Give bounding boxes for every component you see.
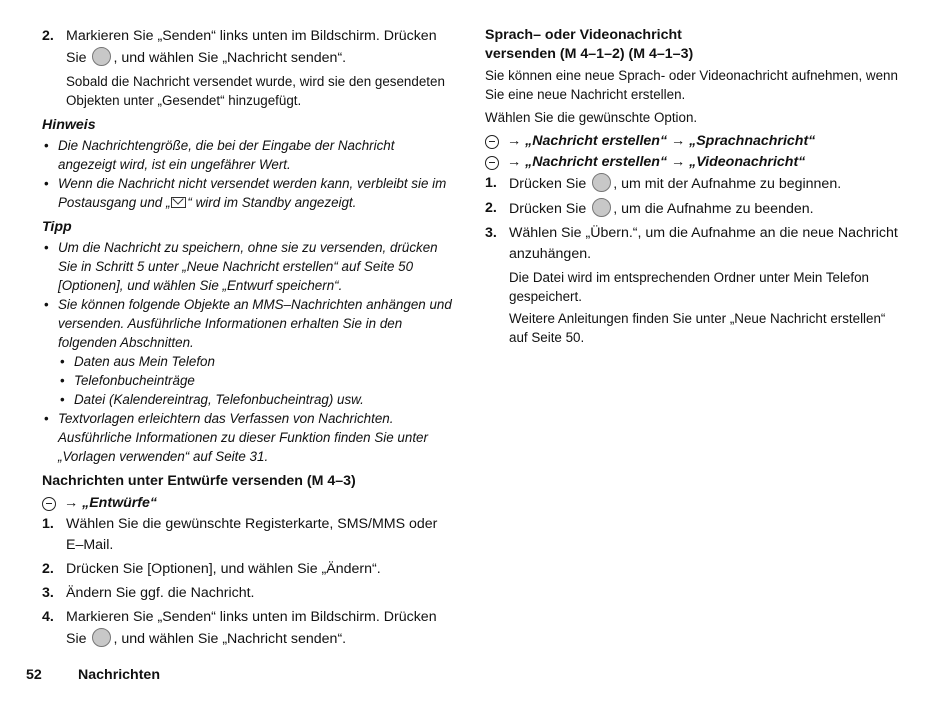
section-title: Sprach– oder Videonachricht versenden (M 4–1–2) (M 4–1–3) bbox=[485, 27, 694, 62]
step-3-detail: Die Datei wird im entsprechenden Ordner unter Mein Telefon gespeichert. bbox=[509, 270, 869, 304]
step-1: 1. Drücken Sie , um mit der Aufnahme zu beginnen. bbox=[485, 175, 842, 192]
intro-text: Sie können eine neue Sprach- oder Videonachricht aufnehmen, wenn Sie eine neue Nachricht erstellen. bbox=[485, 68, 898, 102]
step-3: 3. Ändern Sie ggf. die Nachricht. bbox=[42, 585, 255, 601]
tipp-subitem: • Telefonbucheinträge bbox=[42, 371, 452, 390]
step-3-detail: Weitere Anleitungen finden Sie unter „Neue Nachricht erstellen“ auf Seite 50. bbox=[509, 311, 886, 345]
step-2-detail: Sobald die Nachricht versendet wurde, wird sie den gesendeten Objekten unter „Gesendet“ hinzugefügt. bbox=[66, 74, 445, 108]
center-key-icon bbox=[592, 198, 611, 217]
section-name: Nachrichten bbox=[78, 667, 160, 683]
step-1: 1. Wählen Sie die gewünschte Registerkarte, SMS/MMS oder E–Mail. bbox=[42, 516, 438, 553]
tipp-item: • Um die Nachricht zu speichern, ohne sie zu versenden, drücken Sie in Schritt 5 unter „Neue Nachricht erstellen“ auf Seite 50 [Optionen], und wählen Sie „Entwurf speichern“. bbox=[42, 238, 452, 295]
step-3: 3. Wählen Sie „Übern.“, um die Aufnahme an die neue Nachricht anzuhängen. bbox=[485, 225, 898, 262]
tipp-item: • Textvorlagen erleichtern das Verfassen von Nachrichten. Ausführliche Informationen zu dieser Funktion finden Sie unter „Vorlagen verwenden“ auf Seite 31. bbox=[42, 409, 452, 466]
tipp-item: • Sie können folgende Objekte an MMS–Nachrichten anhängen und versenden. Ausführliche Informationen erhalten Sie in den folgenden Abschnitten. bbox=[42, 295, 452, 352]
choose-text: Wählen Sie die gewünschte Option. bbox=[485, 110, 698, 125]
center-key-icon bbox=[92, 628, 111, 647]
nav-key-icon bbox=[42, 497, 56, 511]
tipp-heading: Tipp bbox=[42, 219, 72, 235]
section-title: Nachrichten unter Entwürfe versenden (M 4–3) bbox=[42, 473, 356, 489]
step-2: 2. Drücken Sie [Optionen], und wählen Sie „Ändern“. bbox=[42, 561, 381, 577]
center-key-icon bbox=[592, 173, 611, 192]
step-2: 2. Markieren Sie „Senden“ links unten im Bildschirm. Drücken Sie , und wählen Sie „Nachricht senden“. bbox=[42, 28, 437, 66]
unsent-mail-icon bbox=[171, 197, 186, 208]
nav-path: → „Nachricht erstellen“ → „Sprachnachricht“ bbox=[485, 131, 905, 152]
left-column bbox=[42, 26, 452, 653]
nav-path: → „Nachricht erstellen“ → „Videonachricht“ bbox=[485, 152, 905, 173]
step-4: 4. Markieren Sie „Senden“ links unten im Bildschirm. Drücken Sie , und wählen Sie „Nachricht senden“. bbox=[42, 609, 437, 647]
page-footer bbox=[26, 667, 160, 683]
page-number: 52 bbox=[26, 667, 42, 683]
center-key-icon bbox=[92, 47, 111, 66]
tipp-subitem: • Datei (Kalendereintrag, Telefonbucheintrag) usw. bbox=[42, 390, 452, 409]
nav-key-icon bbox=[485, 135, 499, 149]
hinweis-item: • Die Nachrichtengröße, die bei der Eingabe der Nachricht angezeigt wird, ist ein ungefährer Wert. bbox=[42, 136, 452, 174]
nav-key-icon bbox=[485, 156, 499, 170]
nav-path: → „Entwürfe“ bbox=[42, 493, 452, 514]
step-2: 2. Drücken Sie , um die Aufnahme zu beenden. bbox=[485, 200, 814, 217]
right-column bbox=[485, 26, 905, 350]
tipp-subitem: • Daten aus Mein Telefon bbox=[42, 352, 452, 371]
hinweis-item: • Wenn die Nachricht nicht versendet werden kann, verbleibt sie im Postausgang und „ “ wird im Standby angezeigt. bbox=[42, 174, 452, 212]
hinweis-heading: Hinweis bbox=[42, 117, 96, 133]
